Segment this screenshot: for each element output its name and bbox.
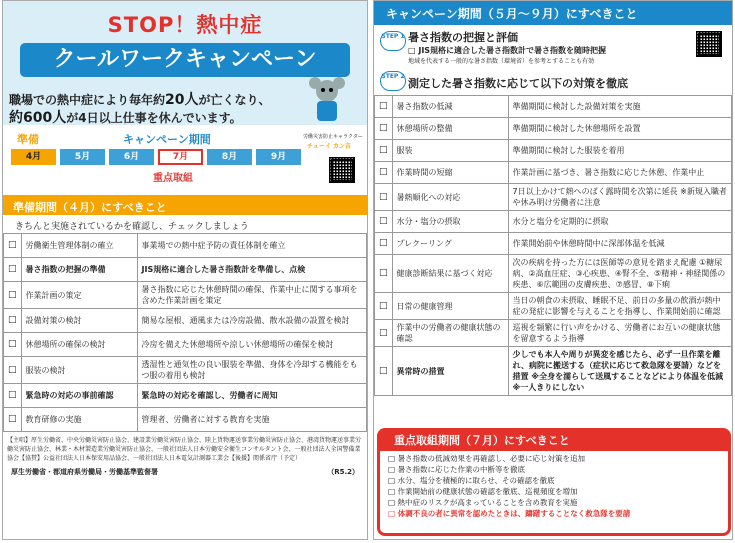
step1-title: 暑さ指数の把握と評価 (408, 31, 518, 44)
checkbox[interactable]: □ (375, 184, 393, 211)
table-row (375, 96, 732, 118)
checkbox[interactable]: □ (375, 162, 393, 184)
title-campaign: クールワークキャンペーン (20, 43, 350, 77)
table-row (4, 282, 367, 309)
row-category: 暑熱順化への対応 (392, 184, 508, 211)
focus-item: □ 暑さ指数の低減効果を再確認し、必要に応じ対策を追加 (388, 454, 585, 463)
checkbox[interactable]: □ (4, 309, 22, 333)
checkbox[interactable]: □ (375, 320, 393, 347)
row-category: 暑さ指数の把握の準備 (21, 258, 137, 282)
focus-box (377, 428, 731, 536)
row-category: 水分・塩分の摂取 (392, 211, 508, 233)
table-row (375, 293, 732, 320)
step1-badge: STEP 1 (380, 31, 406, 51)
focus-item: □ 暑さ指数に応じた作業の中断等を徹底 (388, 465, 525, 474)
lead-1b: 20人 (165, 92, 199, 108)
prep-table (3, 233, 367, 432)
checkbox[interactable]: □ (4, 357, 22, 384)
row-action: 透湿性と通気性の良い服装を準備、身体を冷却する機能をもつ服の着用も検討 (137, 357, 366, 384)
row-action: 暑さ指数に応じた休憩時間の確保、作業中止に関する事項を含めた作業計画を策定 (137, 282, 366, 309)
month-row (11, 149, 305, 165)
qr-code-icon[interactable] (329, 157, 355, 183)
checkbox[interactable]: □ (375, 255, 393, 293)
row-action: 作業開始前や休憩時間中に深部体温を低減 (508, 233, 731, 255)
table-row (375, 320, 732, 347)
focus-heading: 重点取組期間（７月）にすべきこと (380, 431, 728, 451)
focus-label: 重点取組 (153, 173, 193, 184)
timeline (3, 125, 367, 195)
checkbox[interactable]: □ (375, 96, 393, 118)
table-row (375, 184, 732, 211)
checkbox[interactable]: □ (4, 408, 22, 432)
row-category: 緊急時の対応の事前確認 (21, 384, 137, 408)
checkbox[interactable]: □ (4, 234, 22, 258)
measures-table (374, 95, 732, 396)
lead-2b: が4日以上仕事を休んでいます。 (66, 111, 242, 125)
row-category: 作業計画の策定 (21, 282, 137, 309)
version: （R5.2） (327, 468, 359, 476)
checkbox[interactable]: □ (375, 211, 393, 233)
row-category: 服装の検討 (21, 357, 137, 384)
checkbox[interactable]: □ (375, 140, 393, 162)
row-category: 服装 (392, 140, 508, 162)
step2-title: 測定した暑さ指数に応じて以下の対策を徹底 (408, 77, 628, 90)
org-name: 厚生労働省・都道府県労働局・労働基準監督署 (11, 468, 158, 476)
left-panel (2, 0, 368, 540)
row-category: 健康診断結果に基づく対応 (392, 255, 508, 293)
row-category: 教育研修の実施 (21, 408, 137, 432)
row-action: 準備期間に検討した服装を着用 (508, 140, 731, 162)
step2 (374, 67, 732, 95)
checkbox[interactable]: □ (4, 384, 22, 408)
row-category: 作業時間の短縮 (392, 162, 508, 184)
checkbox[interactable]: □ (375, 118, 393, 140)
table-row (4, 234, 367, 258)
checkbox[interactable]: □ (4, 282, 22, 309)
row-action: 当日の朝食の未摂取、睡眠不足、前日の多量の飲酒が熱中症の発症に影響を与えることを指導し、作業開始前に確認 (508, 293, 731, 320)
month-jun: 6月 (109, 149, 154, 165)
row-category: プレクーリング (392, 233, 508, 255)
row-category: 休憩場所の確保の検討 (21, 333, 137, 357)
sponsor-text: 【主唱】厚生労働省、中央労働災害防止協会、建設業労働災害防止協会、陸上貨物運送事業労働災害防止協会、港湾貨物運送事業労働災害防止協会、林業・木材製造業労働災害防止協会、一般社団法人日本労働安全衛生コンサルタント会、一般社団法人全国警備業協会【協賛】公益社団法人日本保安用品協会、一般社団法人日本電気計測器工業会【後援】関係省庁（予定） (7, 437, 362, 462)
row-action: 少しでも本人や周りが異変を感じたら、必ず一旦作業を離れ、病院に搬送する（症状に応じて救急隊を要請）などを措置 ※全身を濡らして送風することなどにより体温を低減 ※一人きりにしない (508, 347, 731, 396)
focus-item: □ 熱中症のリスクが高まっていることを含め教育を実施 (388, 498, 578, 507)
table-row (4, 384, 367, 408)
table-row (375, 118, 732, 140)
table-row (4, 357, 367, 384)
row-action: 7日以上かけて熱へのばく露時間を次第に延長 ※新規入職者や休み明け労働者に注意 (508, 184, 731, 211)
row-action: 作業計画に基づき、暑さ指数に応じた休憩、作業中止 (508, 162, 731, 184)
table-row (4, 333, 367, 357)
mascot-name: チューイ カン吉 (307, 143, 351, 150)
row-category: 休憩場所の整備 (392, 118, 508, 140)
table-row (4, 258, 367, 282)
lead-1a: 職場での熱中症により毎年約 (9, 93, 166, 107)
month-apr: 4月 (11, 149, 56, 165)
table-row (375, 140, 732, 162)
table-row (375, 255, 732, 293)
month-may: 5月 (60, 149, 105, 165)
focus-list (388, 453, 720, 519)
table-row (375, 233, 732, 255)
step1 (374, 25, 732, 67)
month-sep: 9月 (256, 149, 301, 165)
table-row (4, 408, 367, 432)
row-category: 異常時の措置 (392, 347, 508, 396)
prep-label: 準備 (17, 133, 39, 146)
checkbox[interactable]: □ (4, 258, 22, 282)
lead-2a: 約600人 (9, 110, 67, 126)
campaign-heading: キャンペーン期間（５月～９月）にすべきこと (374, 1, 732, 25)
campaign-label: キャンペーン期間 (123, 133, 211, 146)
footer (3, 463, 367, 481)
table-row (4, 309, 367, 333)
row-action: 緊急時の対応を確認し、労働者に周知 (137, 384, 366, 408)
row-category: 作業中の労働者の健康状態の確認 (392, 320, 508, 347)
row-category: 設備対策の検討 (21, 309, 137, 333)
lead-1c: が亡くなり、 (198, 93, 271, 107)
focus-item: □ 作業開始前の健康状態の確認を徹底、巡視頻度を増加 (388, 487, 578, 496)
mascot-icon (297, 75, 357, 123)
step1-line2: 地域を代表する一般的な暑さ指数（環境省）を参考とすることも有効 (408, 58, 595, 65)
row-category: 日常の健康管理 (392, 293, 508, 320)
mascot-caption: 労働災害防止キャラクター (303, 134, 363, 140)
prep-heading: 準備期間（４月）にすべきこと (3, 195, 367, 215)
step1-line1: □ JIS規格に適合した暑さ指数計で暑さ指数を随時把握 (408, 46, 607, 55)
qr-code-env-icon[interactable] (696, 31, 722, 57)
row-action: 準備期間に検討した設備対策を実施 (508, 96, 731, 118)
checkbox[interactable]: □ (375, 293, 393, 320)
prep-subheading: きちんと実施されているかを確認し、チェックしましょう (15, 222, 249, 232)
month-aug: 8月 (207, 149, 252, 165)
table-row (375, 162, 732, 184)
row-action: 冷房を備えた休憩場所や涼しい休憩場所の確保を検討 (137, 333, 366, 357)
hero (3, 1, 367, 125)
row-action: 巡視を頻繁に行い声をかける、労働者にお互いの健康状態を留意するよう指導 (508, 320, 731, 347)
table-row (375, 211, 732, 233)
row-action: 簡易な屋根、通風または冷房設備、散水設備の設置を検討 (137, 309, 366, 333)
row-action: 水分と塩分を定期的に摂取 (508, 211, 731, 233)
month-jul: 7月 (158, 149, 203, 165)
title-stop: STOP！熱中症 (107, 13, 263, 37)
checkbox[interactable]: □ (375, 347, 393, 396)
checkbox[interactable]: □ (4, 333, 22, 357)
row-category: 暑さ指数の低減 (392, 96, 508, 118)
row-action: 準備期間に検討した休憩場所を設置 (508, 118, 731, 140)
checkbox[interactable]: □ (375, 233, 393, 255)
row-action: 事業場での熱中症予防の責任体制を確立 (137, 234, 366, 258)
row-action: 次の疾病を持った方には医師等の意見を踏まえ配慮 ①糖尿病、②高血圧症、③心疾患、④腎不全、⑤精神・神経関係の疾患、⑥広範囲の皮膚疾患、⑦感冒、⑧下痢 (508, 255, 731, 293)
focus-item: □ 体調不良の者に異常を認めたときは、躊躇することなく救急隊を要請 (388, 509, 631, 518)
focus-item: □ 水分、塩分を積極的に取らせ、その確認を徹底 (388, 476, 555, 485)
step2-badge: STEP 2 (380, 71, 406, 91)
row-action: JIS規格に適合した暑さ指数計を準備し、点検 (137, 258, 366, 282)
table-row (375, 347, 732, 396)
lead-text (9, 91, 279, 127)
row-action: 管理者、労働者に対する教育を実施 (137, 408, 366, 432)
row-category: 労働衛生管理体制の確立 (21, 234, 137, 258)
